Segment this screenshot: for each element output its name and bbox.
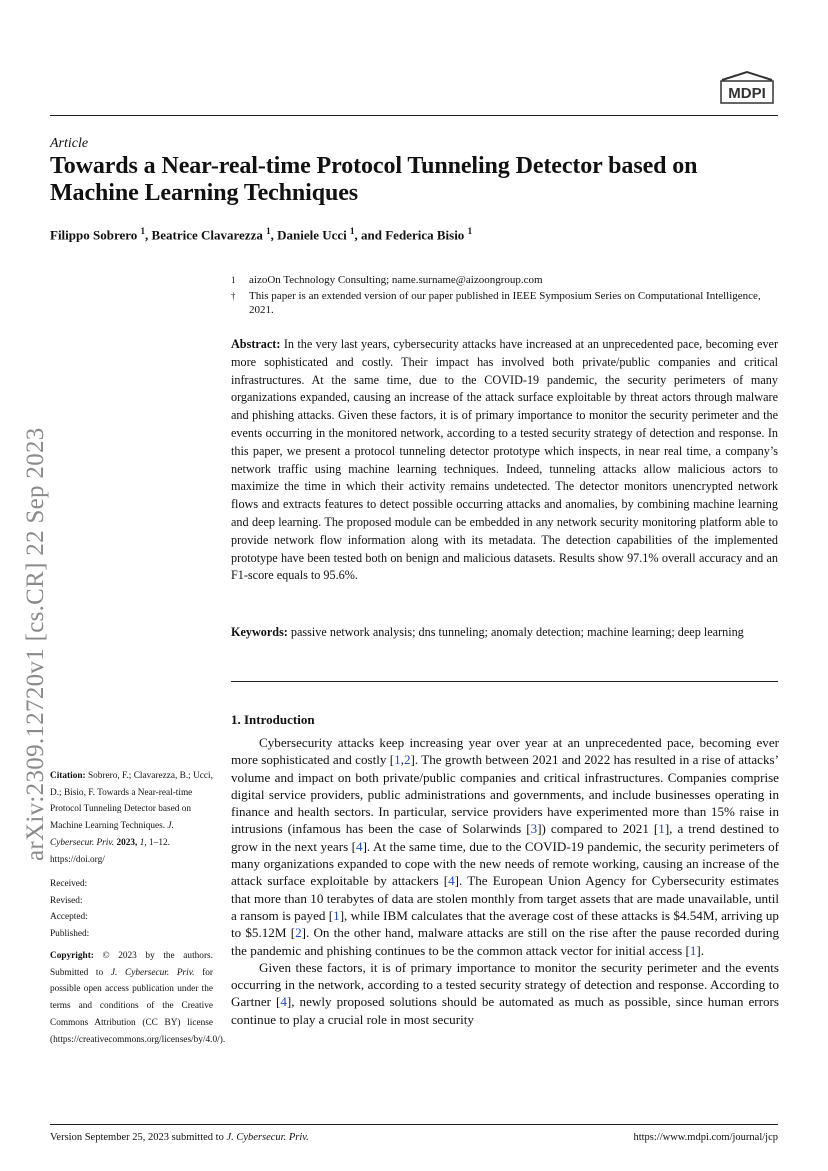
paragraph-text: Given these factors, it is of primary importance to monitor the security perimeter and the events occurring in the network, according to a tested security strategy of detection and response. According to Gartner [ xyxy=(231,959,779,1010)
keywords-text: passive network analysis; dns tunneling; anomaly detection; machine learning; deep learning xyxy=(290,625,744,639)
mdpi-logo xyxy=(716,70,778,110)
paragraph-text: ], newly proposed solutions should be automated as much as possible, since human errors continue to play a crucial role in most security xyxy=(231,994,779,1027)
author-name: Filippo Sobrero xyxy=(50,227,138,243)
intro-paragraph xyxy=(231,959,779,1028)
accepted-date: Accepted: xyxy=(50,912,88,923)
article-type: Article xyxy=(50,136,89,151)
citation-ref-link[interactable]: 3 xyxy=(530,821,538,837)
paper-title: Towards a Near-real-time Protocol Tunneling Detector based on Machine Learning Techniques xyxy=(50,153,698,206)
paragraph-text: ]. The growth between 2021 and 2022 has resulted in a rise of attacks’ volume and impact on both private/public companies and critical infrastructures. Companies comprise digital service providers, public administrations and governments, and include businesses operating in finance and health sectors. In particular, service providers have experimented more than 15% raise in intrusions (infamous has been the case of Solarwinds [ xyxy=(231,752,779,837)
body-text xyxy=(231,734,779,1028)
author-name: Beatrice Clavarezza xyxy=(151,227,263,243)
keywords-label: Keywords: xyxy=(231,625,288,639)
citation-volume: 1, xyxy=(139,837,147,848)
citation-ref-link[interactable]: 1 xyxy=(689,942,697,958)
logo-text: MDPI xyxy=(728,85,766,102)
copyright-label: Copyright: xyxy=(50,951,94,961)
author-separator: , and xyxy=(354,227,386,243)
citation-ref-link[interactable]: 2 xyxy=(295,925,302,941)
citation-ref-link[interactable]: 4 xyxy=(280,994,287,1010)
section-heading: 1. Introduction xyxy=(231,712,315,727)
author-affiliation-mark: 1 xyxy=(140,226,146,236)
footer-version-text: Version September 25, 2023 submitted to xyxy=(50,1132,224,1143)
abstract-text: In the very last years, cybersecurity attacks have increased at an unprecedented pace, becoming ever more sophisticated and costly. Their impact has involved both private/public companies and critical infrastructures. At the same time, due to the COVID-19 pandemic, the security perimeters of many organizations expanded, causing an increase of the attack surface exploitable by threat actors through malware and phishing attacks. Given these factors, it is of primary importance to monitor the security perimeter and the events occurring in the monitored network, according to a tested security strategy of detection and response. In this paper, we present a protocol tunneling detector prototype which inspects, in near real time, a company’s network traffic using machine learning techniques. Indeed, tunneling attacks allow malicious actors to maximize the time in which their activity remains undetected. The detector monitors unencrypted network flows and extracts features to detect possible occurring attacks and anomalies, by combining machine learning and deep learning. The proposed module can be embedded in any network security monitoring platform able to provide network flow information along with its metadata. The detection capabilities of the implemented prototype have been tested both on benign and malicious datasets. Results show 97.1% overall accuracy and an F1-score equals to 95.6%. xyxy=(231,337,779,583)
citation-ref-link[interactable]: 4 xyxy=(448,873,455,889)
paragraph-text: ]. The European Union Agency for Cybersecurity estimates that more than 10 terabytes of data are stolen monthly from target assets that are made unavailable, until a ransom is payed [ xyxy=(231,873,779,923)
abstract xyxy=(231,336,778,585)
published-date: Published: xyxy=(50,929,90,940)
header-rule xyxy=(50,115,778,116)
citation-block xyxy=(50,768,213,868)
citation-ref-link[interactable]: 4 xyxy=(356,838,363,854)
abstract-rule xyxy=(231,681,778,682)
paragraph-text: ]. At the same time, due to the COVID-19 pandemic, the security perimeters of many organizations expanded to cope with the new needs of remote working, causing an increase of the attack surface exploitable by attackers [ xyxy=(231,838,779,889)
author-separator: , xyxy=(145,227,152,243)
author-affiliation-mark: 1 xyxy=(266,226,271,236)
intro-paragraph xyxy=(231,734,779,959)
author-affiliation-mark: 1 xyxy=(467,226,473,236)
author-name: Federica Bisio xyxy=(385,227,465,243)
citation-year: 2023, xyxy=(116,837,138,848)
revised-date: Revised: xyxy=(50,895,83,906)
affiliation-note xyxy=(231,289,781,319)
received-date: Received: xyxy=(50,879,88,889)
arxiv-stamp xyxy=(22,363,52,863)
author-affiliation-mark: 1 xyxy=(350,226,355,236)
affiliation-mark: † xyxy=(231,291,236,301)
citation-pages-doi: 1–12. https://doi.org/ xyxy=(50,837,170,865)
citation-journal: J. Cybersecur. Priv. xyxy=(50,821,174,848)
citation-ref-link[interactable]: 2 xyxy=(403,752,411,768)
author-list xyxy=(50,226,790,243)
footer-rule xyxy=(50,1124,778,1125)
abstract-label: Abstract: xyxy=(231,337,281,351)
copyright-text: © 2023 by the authors. Submitted to xyxy=(50,951,213,978)
citation-ref-link[interactable]: 1 xyxy=(658,821,665,837)
paragraph-text: ], while IBM calculates that the average cost of these attacks is $4.54M, arriving up to $5.12M [ xyxy=(231,907,779,941)
affiliation xyxy=(231,273,781,289)
footer-version xyxy=(50,1132,309,1143)
copyright-license: for possible open access publication under the terms and conditions of the Creative Commons Attribution (CC BY) license (https://creativecommons.org/licenses/by/4.0/). xyxy=(50,967,226,1045)
citation-text: Sobrero, F.; Clavarezza, B.; Ucci, D.; Bisio, F. Towards a Near-real-time Protocol Tunneling Detector based on Machine Learning Techniques. xyxy=(50,771,213,832)
copyright-journal: J. Cybersecur. Priv. xyxy=(110,967,195,978)
author-separator: , xyxy=(270,227,278,243)
keywords xyxy=(231,624,778,642)
citation-ref-link[interactable]: 1 xyxy=(333,907,340,923)
paragraph-text: ]. On the other hand, malware attacks are still on the rise after the pause recorded during the pandemic and phishing continues to be the common attack vector for initial access [ xyxy=(231,925,779,958)
copyright-block xyxy=(50,948,226,1048)
arxiv-identifier: arXiv:2309.12720v1 [cs.CR] 22 Sep 2023 xyxy=(22,427,49,861)
dates-block xyxy=(50,876,213,943)
author-name: Daniele Ucci xyxy=(277,227,347,243)
affiliation-text: This paper is an extended version of our paper published in IEEE Symposium Series on Computational Intelligence, 2021. xyxy=(249,290,761,316)
paragraph-text: Cybersecurity attacks keep increasing year over year at an unprecedented pace, becoming ever more sophisticated and costly [ xyxy=(231,735,779,768)
paragraph-text: ]) compared to 2021 [ xyxy=(537,821,659,837)
affiliation-mark: 1 xyxy=(231,275,236,285)
affiliation-text: aizoOn Technology Consulting; name.surname@aizoongroup.com xyxy=(249,274,543,286)
footer-journal-url[interactable]: https://www.mdpi.com/journal/jcp xyxy=(633,1132,778,1143)
footer-journal: J. Cybersecur. Priv. xyxy=(226,1132,309,1143)
citation-label: Citation: xyxy=(50,771,86,781)
paragraph-text: ], a trend destined to grow in the next years [ xyxy=(231,821,779,854)
paragraph-text: ]. xyxy=(696,942,705,958)
citation-ref-link[interactable]: 1 xyxy=(394,752,401,768)
paragraph-text: , xyxy=(400,752,404,768)
